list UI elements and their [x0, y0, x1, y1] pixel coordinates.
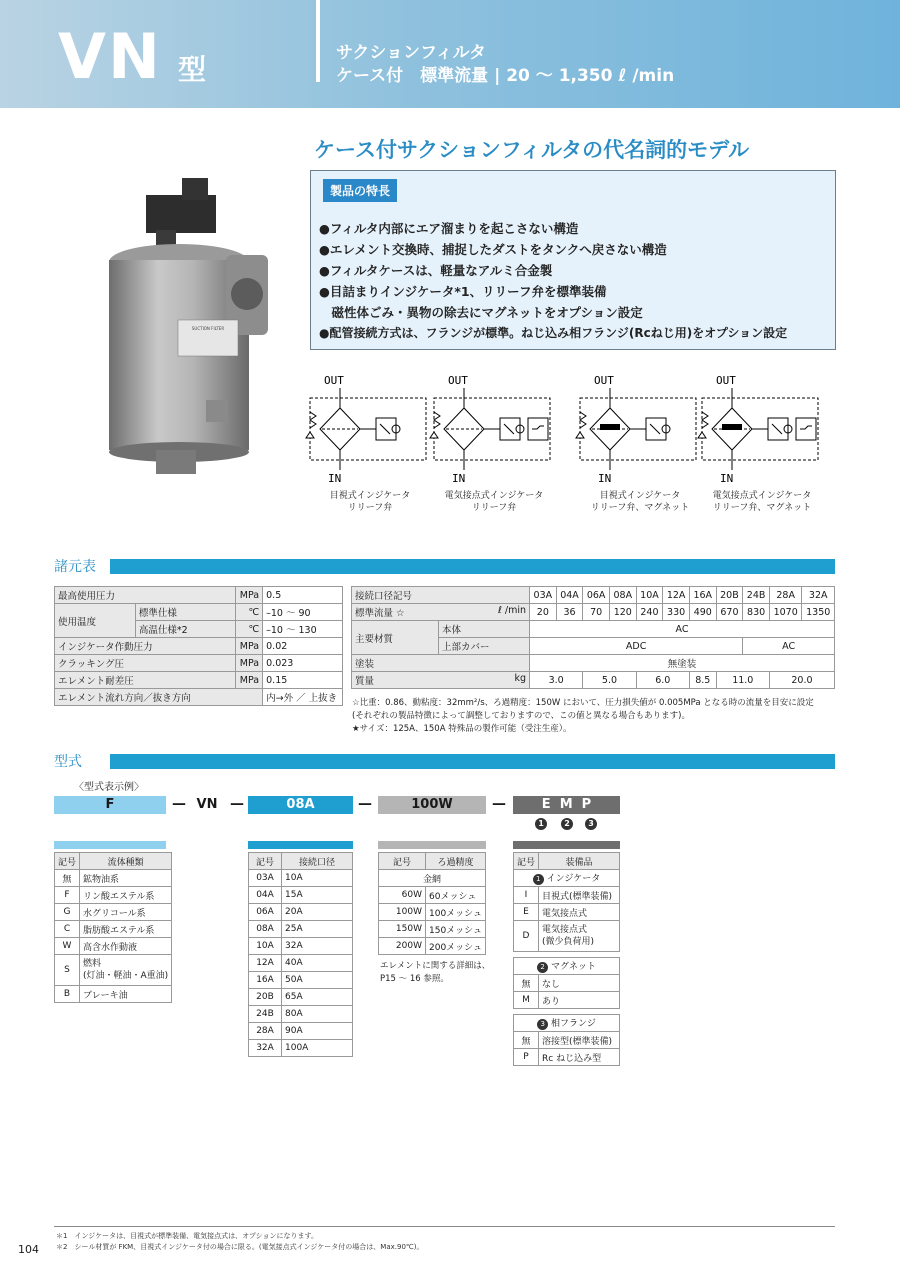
- hydraulic-symbol: [696, 372, 828, 482]
- model-title: 型式: [54, 754, 82, 770]
- size-cell: 16A: [689, 587, 716, 604]
- spec-label: クラッキング圧: [55, 655, 236, 672]
- header-line-2: ケース付 標準流量 | 20 ～ 1,350 ℓ /min: [336, 66, 675, 86]
- table-row: 28A 90A: [249, 1023, 353, 1040]
- flange-table: 3 相フランジ 無 溶接型(標準装備) P Rc ねじ込み型: [513, 1014, 620, 1066]
- out-label: OUT: [594, 374, 614, 387]
- flow-cell: 36: [556, 604, 583, 621]
- mesh-table: 記号 ろ過精度 金網 60W 60メッシュ 100W 100メッシュ 150W 150メッシュ 200W 200メッシュ: [378, 852, 486, 955]
- spec-value: 3.0: [530, 672, 583, 689]
- footer-rule: [54, 1226, 835, 1227]
- port-table: 記号 接続口径 03A 10A 04A 15A 06A 20A 08A 25A 10A 32A 12A 40A 16A 50A 20B 65A 24B 80A 28A 90A 32A 100A: [248, 852, 353, 1057]
- size-cell: 03A: [530, 587, 557, 604]
- spec-note: (それぞれの製品特徴によって調整しておりますので、この値と異なる場合もあります)。: [352, 711, 690, 721]
- size-cell: 12A: [663, 587, 690, 604]
- out-label: OUT: [324, 374, 344, 387]
- in-label: IN: [720, 472, 734, 482]
- code-dash: —: [358, 796, 372, 812]
- footnote: ＊2 シール材質が FKM、目視式インジケータ付の場合に限る。(電気接点式インジケータ付の場合は、Max.90℃)。: [56, 1243, 424, 1251]
- spec-value: 8.5: [689, 672, 716, 689]
- table-row: 10A 32A: [249, 938, 353, 955]
- spec-unit: ℓ /min: [497, 605, 526, 616]
- code-options: E M P: [513, 796, 620, 814]
- table-row: 16A 50A: [249, 972, 353, 989]
- code-dash: —: [172, 796, 186, 812]
- spec-table-right: [351, 586, 835, 689]
- spec-unit: MPa: [236, 638, 263, 655]
- spec-label: エレメント耐差圧: [55, 672, 236, 689]
- table-row: 08A 25A: [249, 921, 353, 938]
- spec-note: ☆比重：0.86、動粘度：32mm²/s、ろ過精度：150W において、圧力損失値が 0.005MPa となる時の流量を目安に設定: [352, 698, 814, 708]
- size-cell: 24B: [743, 587, 770, 604]
- flow-cell: 1070: [769, 604, 801, 621]
- magnet-table: 2 マグネット 無 なし M あり: [513, 957, 620, 1009]
- hydraulic-symbol: [428, 372, 560, 482]
- spec-sublabel: 上部カバー: [439, 638, 530, 655]
- code-series: VN: [196, 797, 218, 812]
- features-title: 製品の特長: [323, 179, 397, 202]
- in-label: IN: [598, 472, 612, 482]
- model-example-label: 〈型式表示例〉: [74, 782, 144, 793]
- spec-unit: MPa: [236, 655, 263, 672]
- spec-value: 内→外 ／ 上抜き: [263, 689, 343, 706]
- out-label: OUT: [716, 374, 736, 387]
- flow-cell: 70: [583, 604, 610, 621]
- model-name: VN: [58, 20, 162, 93]
- in-label: IN: [452, 472, 466, 482]
- headline: ケース付サクションフィルタの代名詞的モデル: [314, 137, 750, 162]
- out-label: OUT: [448, 374, 468, 387]
- size-cell: 08A: [609, 587, 636, 604]
- section-bar: [110, 754, 835, 769]
- code-port: 08A: [248, 796, 353, 814]
- col-header: 流体種類: [80, 853, 172, 870]
- feature-item: ●フィルタ内部にエア溜まりを起こさない構造: [319, 221, 579, 236]
- equip-table: 記号 装備品 1 インジケータ I 目視式(標準装備) E 電気接点式 D 電気接点式 (微少負荷用): [513, 852, 620, 952]
- symbol-caption: 電気接点式インジケータ リリーフ弁: [444, 491, 544, 513]
- spec-unit: ℃: [236, 604, 263, 621]
- hydraulic-symbol: [574, 372, 706, 482]
- flow-cell: 20: [530, 604, 557, 621]
- spec-label: 使用温度: [55, 604, 136, 638]
- model-suffix: 型: [178, 53, 207, 86]
- in-label: IN: [328, 472, 342, 482]
- symbol-caption: 目視式インジケータ リリーフ弁、マグネット: [590, 491, 690, 513]
- stripe-port: [248, 841, 353, 849]
- code-fluid: F: [54, 796, 166, 814]
- spec-value: ADC: [530, 638, 743, 655]
- stripe-mesh: [378, 841, 486, 849]
- feature-item: 磁性体ごみ・異物の除去にマグネットをオプション設定: [319, 305, 643, 320]
- spec-value: 5.0: [583, 672, 636, 689]
- spec-sublabel: 本体: [439, 621, 530, 638]
- spec-unit: MPa: [236, 672, 263, 689]
- fluid-table: 記号 流体種類 無 鉱物油系 F リン酸エステル系 G 水グリコール系 C 脂肪酸エステル系 W 高含水作動液 S 燃料 (灯油・軽油・A重油) B ブレーキ油: [54, 852, 172, 1003]
- flow-cell: 670: [716, 604, 743, 621]
- table-row: 32A 100A: [249, 1040, 353, 1057]
- spec-value: –10 ～ 90: [263, 604, 343, 621]
- spec-note: ★サイズ：125A、150A 特殊品の製作可能（受注生産）。: [352, 724, 572, 734]
- spec-value: –10 ～ 130: [263, 621, 343, 638]
- table-row: 24B 80A: [249, 1006, 353, 1023]
- code-mesh: 100W: [378, 796, 486, 814]
- feature-item: ●目詰まりインジケータ*1、リリーフ弁を標準装備: [319, 284, 607, 299]
- hydraulic-symbol: [304, 372, 436, 482]
- spec-value: AC: [743, 638, 835, 655]
- size-cell: 04A: [556, 587, 583, 604]
- features-box: [310, 170, 836, 350]
- feature-item: ●フィルタケースは、軽量なアルミ合金製: [319, 263, 553, 278]
- option-number-1: 1: [535, 818, 547, 830]
- spec-value: 20.0: [769, 672, 834, 689]
- flow-cell: 240: [636, 604, 663, 621]
- flow-cell: 490: [689, 604, 716, 621]
- product-photo: [86, 170, 272, 490]
- spec-value: 11.0: [716, 672, 769, 689]
- spec-label: 主要材質: [352, 621, 439, 655]
- spec-value: 6.0: [636, 672, 689, 689]
- spec-unit: kg: [514, 673, 526, 684]
- symbol-caption: 電気接点式インジケータ リリーフ弁、マグネット: [712, 491, 812, 513]
- spec-value: 0.023: [263, 655, 343, 672]
- header-divider: [316, 0, 320, 82]
- spec-value: 無塗装: [530, 655, 835, 672]
- mesh-note: エレメントに関する詳細は、: [380, 961, 491, 971]
- spec-table-left: [54, 586, 343, 706]
- spec-sublabel: 標準仕様: [135, 604, 235, 621]
- size-cell: 32A: [802, 587, 835, 604]
- feature-item: ●配管接続方式は、フランジが標準。ねじ込み相フランジ(Rcねじ用)をオプション設定: [319, 326, 788, 340]
- size-cell: 28A: [769, 587, 801, 604]
- spec-section-header: [54, 557, 835, 575]
- mesh-note: P15 ～ 16 参照。: [380, 974, 449, 984]
- table-row: 12A 40A: [249, 955, 353, 972]
- feature-item: ●エレメント交換時、捕捉したダストをタンクへ戻さない構造: [319, 242, 667, 257]
- code-dash: —: [492, 796, 506, 812]
- size-cell: 10A: [636, 587, 663, 604]
- model-section-header: [54, 752, 835, 770]
- stripe-options: [513, 841, 620, 849]
- spec-label: 標準流量 ☆: [355, 608, 405, 619]
- spec-value: 0.5: [263, 587, 343, 604]
- stripe-fluid: [54, 841, 166, 849]
- option-number-3: 3: [585, 818, 597, 830]
- table-row: 03A 10A: [249, 870, 353, 887]
- section-bar: [110, 559, 835, 574]
- spec-value: AC: [530, 621, 835, 638]
- spec-label: エレメント流れ方向／抜き方向: [55, 689, 263, 706]
- col-header: 記号: [55, 853, 80, 870]
- flow-cell: 830: [743, 604, 770, 621]
- code-dash: —: [230, 796, 244, 812]
- table-row: 06A 20A: [249, 904, 353, 921]
- spec-label: インジケータ作動圧力: [55, 638, 236, 655]
- size-cell: 06A: [583, 587, 610, 604]
- flow-cell: 1350: [802, 604, 835, 621]
- spec-label: 質量: [355, 676, 375, 687]
- spec-title: 諸元表: [54, 559, 96, 575]
- spec-label: 接続口径記号: [352, 587, 530, 604]
- flow-cell: 120: [609, 604, 636, 621]
- spec-unit: MPa: [236, 587, 263, 604]
- spec-value: 0.02: [263, 638, 343, 655]
- spec-label: 塗装: [352, 655, 530, 672]
- page-number: 104: [18, 1243, 39, 1256]
- header-line-1: サクションフィルタ: [336, 43, 486, 63]
- flow-cell: 330: [663, 604, 690, 621]
- spec-label: 最高使用圧力: [55, 587, 236, 604]
- option-number-2: 2: [561, 818, 573, 830]
- footnote: ＊1 インジケータは、目視式が標準装備、電気接点式は、オプションになります。: [56, 1232, 318, 1240]
- table-row: 20B 65A: [249, 989, 353, 1006]
- size-cell: 20B: [716, 587, 743, 604]
- table-row: 04A 15A: [249, 887, 353, 904]
- spec-sublabel: 高温仕様*2: [135, 621, 235, 638]
- symbol-caption: 目視式インジケータ リリーフ弁: [329, 491, 411, 513]
- spec-unit: ℃: [236, 621, 263, 638]
- spec-value: 0.15: [263, 672, 343, 689]
- photo-label: SUCTION FILTER: [191, 326, 225, 331]
